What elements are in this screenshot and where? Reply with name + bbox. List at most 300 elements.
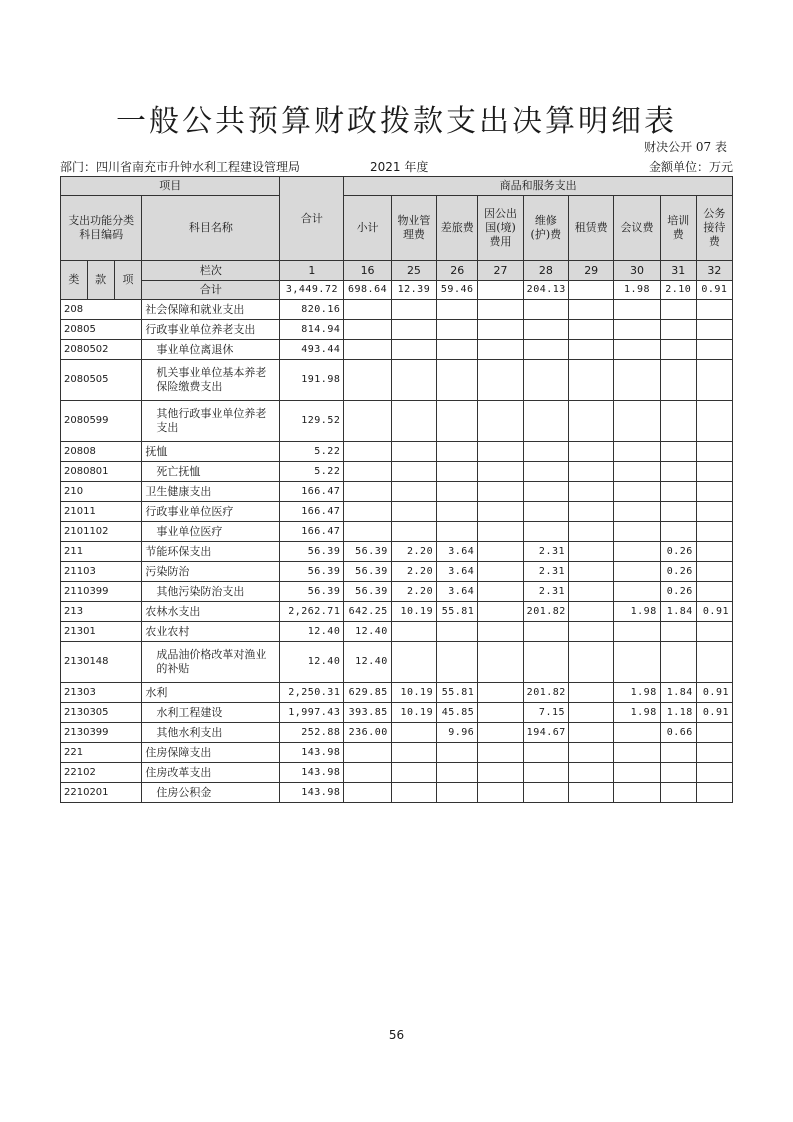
col-index: 25	[391, 261, 436, 281]
row-amount-cell	[437, 522, 478, 542]
row-amount-cell: 56.39	[280, 542, 344, 562]
row-subject-name: 社会保障和就业支出	[142, 300, 280, 320]
header-col-training: 培训费	[660, 196, 696, 261]
row-code: 21011	[61, 502, 142, 522]
row-amount-cell: 820.16	[280, 300, 344, 320]
row-amount-cell: 0.91	[696, 602, 732, 622]
row-code: 20805	[61, 320, 142, 340]
row-amount-cell: 0.26	[660, 562, 696, 582]
row-amount-cell: 1.98	[614, 602, 660, 622]
row-amount-cell	[437, 442, 478, 462]
row-amount-cell: 55.81	[437, 602, 478, 622]
row-amount-cell: 236.00	[344, 723, 391, 743]
table-row	[61, 622, 733, 642]
row-amount-cell	[696, 482, 732, 502]
row-amount-cell: 12.40	[280, 622, 344, 642]
row-amount-cell	[614, 360, 660, 401]
row-amount-cell	[523, 642, 568, 683]
row-amount-cell: 56.39	[344, 562, 391, 582]
row-amount-cell	[614, 320, 660, 340]
row-amount-cell	[523, 482, 568, 502]
table-row	[61, 763, 733, 783]
row-amount-cell	[696, 462, 732, 482]
row-amount-cell	[391, 462, 436, 482]
row-amount-cell	[344, 783, 391, 803]
row-amount-cell	[660, 401, 696, 442]
row-subject-name: 行政事业单位医疗	[142, 502, 280, 522]
row-amount-cell	[696, 582, 732, 602]
row-code: 21303	[61, 683, 142, 703]
expenditure-table	[60, 176, 733, 803]
row-amount-cell	[523, 763, 568, 783]
row-code: 2110399	[61, 582, 142, 602]
row-amount-cell	[478, 522, 523, 542]
row-amount-cell: 56.39	[280, 582, 344, 602]
header-total: 合计	[280, 177, 344, 261]
row-amount-cell	[660, 502, 696, 522]
row-amount-cell	[437, 462, 478, 482]
row-amount-cell: 2.31	[523, 542, 568, 562]
col-index: 26	[437, 261, 478, 281]
row-amount-cell	[478, 582, 523, 602]
row-subject-name: 行政事业单位养老支出	[142, 320, 280, 340]
row-amount-cell	[569, 320, 614, 340]
row-subject-name: 事业单位医疗	[142, 522, 280, 542]
table-row	[61, 482, 733, 502]
row-amount-cell	[660, 482, 696, 502]
row-amount-cell	[660, 320, 696, 340]
table-row	[61, 783, 733, 803]
row-amount-cell	[391, 642, 436, 683]
row-subject-name: 住房改革支出	[142, 763, 280, 783]
row-amount-cell	[478, 622, 523, 642]
row-amount-cell: 12.40	[344, 622, 391, 642]
row-amount-cell: 3.64	[437, 582, 478, 602]
row-amount-cell	[614, 462, 660, 482]
table-row	[61, 462, 733, 482]
row-code: 2080599	[61, 401, 142, 442]
row-amount-cell	[391, 401, 436, 442]
header-col-overseas: 因公出国(境)费用	[478, 196, 523, 261]
row-amount-cell	[696, 360, 732, 401]
row-amount-cell	[660, 300, 696, 320]
row-amount-cell: 194.67	[523, 723, 568, 743]
row-amount-cell	[344, 462, 391, 482]
row-amount-cell: 143.98	[280, 783, 344, 803]
total-cell: 0.91	[696, 281, 732, 300]
row-amount-cell	[614, 582, 660, 602]
row-amount-cell	[478, 642, 523, 683]
row-amount-cell: 642.25	[344, 602, 391, 622]
row-amount-cell: 1.18	[660, 703, 696, 723]
row-amount-cell	[391, 763, 436, 783]
row-amount-cell: 2.20	[391, 542, 436, 562]
row-code: 211	[61, 542, 142, 562]
table-row	[61, 542, 733, 562]
header-project: 项目	[61, 177, 280, 196]
row-amount-cell	[437, 482, 478, 502]
row-code: 208	[61, 300, 142, 320]
row-subject-name: 节能环保支出	[142, 542, 280, 562]
row-amount-cell	[391, 320, 436, 340]
row-amount-cell	[478, 482, 523, 502]
row-amount-cell	[696, 522, 732, 542]
row-amount-cell	[569, 300, 614, 320]
row-amount-cell	[569, 622, 614, 642]
row-amount-cell	[614, 522, 660, 542]
row-amount-cell	[391, 502, 436, 522]
row-amount-cell	[569, 703, 614, 723]
row-amount-cell	[523, 320, 568, 340]
row-amount-cell: 2,250.31	[280, 683, 344, 703]
row-amount-cell	[569, 763, 614, 783]
table-row	[61, 562, 733, 582]
row-amount-cell	[478, 502, 523, 522]
row-amount-cell	[344, 763, 391, 783]
row-amount-cell: 12.40	[280, 642, 344, 683]
total-cell: 1.98	[614, 281, 660, 300]
row-code: 21103	[61, 562, 142, 582]
col-index: 16	[344, 261, 391, 281]
total-cell: 3,449.72	[280, 281, 344, 300]
row-code: 213	[61, 602, 142, 622]
row-amount-cell	[660, 462, 696, 482]
row-amount-cell	[437, 320, 478, 340]
row-amount-cell	[478, 401, 523, 442]
row-amount-cell	[437, 622, 478, 642]
row-amount-cell	[391, 300, 436, 320]
table-row	[61, 683, 733, 703]
row-amount-cell	[391, 743, 436, 763]
row-amount-cell: 143.98	[280, 763, 344, 783]
row-amount-cell	[437, 642, 478, 683]
row-amount-cell	[391, 442, 436, 462]
row-amount-cell	[391, 723, 436, 743]
report-title: 一般公共预算财政拨款支出决算明细表	[116, 104, 677, 139]
col-index: 31	[660, 261, 696, 281]
row-amount-cell	[344, 401, 391, 442]
row-amount-cell: 2.20	[391, 562, 436, 582]
row-amount-cell: 1.98	[614, 703, 660, 723]
col-index: 30	[614, 261, 660, 281]
row-code: 2130305	[61, 703, 142, 723]
row-amount-cell	[523, 462, 568, 482]
col-index: 27	[478, 261, 523, 281]
row-amount-cell	[696, 340, 732, 360]
table-row	[61, 442, 733, 462]
row-amount-cell	[523, 783, 568, 803]
row-amount-cell	[569, 582, 614, 602]
row-code: 2130148	[61, 642, 142, 683]
row-code: 2130399	[61, 723, 142, 743]
row-amount-cell	[569, 340, 614, 360]
row-amount-cell: 10.19	[391, 703, 436, 723]
row-code: 22102	[61, 763, 142, 783]
row-amount-cell	[344, 320, 391, 340]
row-amount-cell: 1.98	[614, 683, 660, 703]
row-subject-name: 其他水利支出	[142, 723, 280, 743]
amount-unit: 金额单位：万元	[648, 160, 733, 174]
row-amount-cell	[569, 723, 614, 743]
row-subject-name: 农林水支出	[142, 602, 280, 622]
row-amount-cell: 201.82	[523, 683, 568, 703]
row-code: 210	[61, 482, 142, 502]
header-row-index-label: 栏次	[142, 261, 280, 281]
row-amount-cell	[614, 340, 660, 360]
form-number: 财决公开 07 表	[644, 140, 727, 154]
table-row	[61, 743, 733, 763]
row-amount-cell	[696, 320, 732, 340]
row-amount-cell	[614, 442, 660, 462]
row-amount-cell	[478, 743, 523, 763]
row-amount-cell: 166.47	[280, 522, 344, 542]
row-amount-cell	[614, 542, 660, 562]
row-amount-cell: 12.40	[344, 642, 391, 683]
row-code: 21301	[61, 622, 142, 642]
row-amount-cell: 393.85	[344, 703, 391, 723]
row-amount-cell	[523, 622, 568, 642]
row-subject-name: 成品油价格改革对渔业的补贴	[142, 642, 280, 683]
table-row	[61, 723, 733, 743]
row-amount-cell	[614, 723, 660, 743]
row-amount-cell	[614, 622, 660, 642]
row-amount-cell	[437, 300, 478, 320]
row-amount-cell	[344, 522, 391, 542]
row-amount-cell: 56.39	[280, 562, 344, 582]
row-amount-cell	[523, 340, 568, 360]
row-amount-cell	[660, 622, 696, 642]
row-amount-cell	[478, 442, 523, 462]
total-cell: 59.46	[437, 281, 478, 300]
row-amount-cell	[478, 562, 523, 582]
total-cell	[569, 281, 614, 300]
row-amount-cell	[614, 642, 660, 683]
row-amount-cell	[478, 340, 523, 360]
row-amount-cell	[478, 703, 523, 723]
header-col-reception: 公务接待费	[696, 196, 732, 261]
header-col-property-mgmt: 物业管理费	[391, 196, 436, 261]
row-amount-cell	[569, 462, 614, 482]
row-amount-cell: 9.96	[437, 723, 478, 743]
row-amount-cell	[696, 763, 732, 783]
row-subject-name: 住房公积金	[142, 783, 280, 803]
row-subject-name: 水利	[142, 683, 280, 703]
row-amount-cell	[437, 360, 478, 401]
row-amount-cell: 10.19	[391, 683, 436, 703]
header-lei: 类	[61, 261, 88, 300]
row-subject-name: 农业农村	[142, 622, 280, 642]
row-amount-cell	[569, 360, 614, 401]
header-category-code: 支出功能分类科目编码	[61, 196, 142, 261]
row-amount-cell: 1,997.43	[280, 703, 344, 723]
row-amount-cell: 1.84	[660, 602, 696, 622]
row-amount-cell	[523, 442, 568, 462]
row-amount-cell	[523, 300, 568, 320]
row-amount-cell	[523, 360, 568, 401]
table-row	[61, 300, 733, 320]
total-cell: 2.10	[660, 281, 696, 300]
table-body	[61, 300, 733, 803]
row-amount-cell: 55.81	[437, 683, 478, 703]
table-row	[61, 602, 733, 622]
row-amount-cell	[523, 743, 568, 763]
row-amount-cell	[614, 562, 660, 582]
row-amount-cell	[614, 482, 660, 502]
header-kuan: 款	[87, 261, 114, 300]
row-amount-cell	[391, 340, 436, 360]
header-col-travel: 差旅费	[437, 196, 478, 261]
table-row	[61, 582, 733, 602]
total-cell	[478, 281, 523, 300]
row-amount-cell	[478, 320, 523, 340]
row-amount-cell	[391, 783, 436, 803]
row-amount-cell	[696, 442, 732, 462]
row-amount-cell: 45.85	[437, 703, 478, 723]
table-row	[61, 703, 733, 723]
row-amount-cell: 56.39	[344, 582, 391, 602]
row-amount-cell: 629.85	[344, 683, 391, 703]
row-amount-cell	[569, 502, 614, 522]
row-amount-cell	[660, 783, 696, 803]
row-amount-cell	[614, 401, 660, 442]
row-amount-cell	[437, 743, 478, 763]
row-code: 20808	[61, 442, 142, 462]
row-amount-cell	[614, 743, 660, 763]
table-row	[61, 401, 733, 442]
header-col-meeting: 会议费	[614, 196, 660, 261]
row-amount-cell	[437, 502, 478, 522]
table-row	[61, 320, 733, 340]
row-amount-cell	[696, 783, 732, 803]
row-amount-cell	[614, 763, 660, 783]
row-subject-name: 机关事业单位基本养老保险缴费支出	[142, 360, 280, 401]
row-amount-cell	[660, 340, 696, 360]
row-subject-name: 其他污染防治支出	[142, 582, 280, 602]
row-amount-cell: 0.26	[660, 542, 696, 562]
row-amount-cell	[478, 763, 523, 783]
header-subject-name: 科目名称	[142, 196, 280, 261]
header-col-maintenance: 维修(护)费	[523, 196, 568, 261]
row-subject-name: 水利工程建设	[142, 703, 280, 723]
row-amount-cell: 166.47	[280, 502, 344, 522]
row-amount-cell	[344, 300, 391, 320]
col-index: 32	[696, 261, 732, 281]
row-subject-name: 其他行政事业单位养老支出	[142, 401, 280, 442]
total-cell: 12.39	[391, 281, 436, 300]
row-amount-cell	[569, 482, 614, 502]
row-amount-cell	[696, 723, 732, 743]
row-subject-name: 住房保障支出	[142, 743, 280, 763]
page-number: 56	[388, 1028, 405, 1042]
row-amount-cell	[391, 482, 436, 502]
row-amount-cell: 10.19	[391, 602, 436, 622]
row-amount-cell: 2.31	[523, 562, 568, 582]
row-amount-cell	[569, 562, 614, 582]
row-amount-cell	[478, 462, 523, 482]
table-row	[61, 522, 733, 542]
header-col-rental: 租赁费	[569, 196, 614, 261]
header-goods-services: 商品和服务支出	[344, 177, 733, 196]
row-amount-cell	[478, 683, 523, 703]
row-amount-cell	[660, 763, 696, 783]
col-index: 29	[569, 261, 614, 281]
row-amount-cell	[344, 743, 391, 763]
row-amount-cell	[696, 542, 732, 562]
row-amount-cell	[437, 783, 478, 803]
row-amount-cell	[660, 442, 696, 462]
row-amount-cell	[569, 542, 614, 562]
table-row	[61, 502, 733, 522]
row-subject-name: 事业单位离退休	[142, 340, 280, 360]
row-amount-cell: 3.64	[437, 562, 478, 582]
row-amount-cell	[478, 300, 523, 320]
row-amount-cell: 0.91	[696, 703, 732, 723]
row-amount-cell	[660, 522, 696, 542]
row-amount-cell	[391, 360, 436, 401]
row-amount-cell	[437, 340, 478, 360]
row-amount-cell: 5.22	[280, 442, 344, 462]
row-amount-cell	[696, 300, 732, 320]
row-amount-cell	[391, 522, 436, 542]
row-amount-cell: 2.31	[523, 582, 568, 602]
row-code: 2101102	[61, 522, 142, 542]
row-amount-cell	[569, 442, 614, 462]
row-amount-cell	[660, 360, 696, 401]
row-amount-cell	[344, 360, 391, 401]
row-amount-cell	[478, 542, 523, 562]
row-amount-cell	[614, 300, 660, 320]
row-amount-cell	[344, 482, 391, 502]
col-index: 1	[280, 261, 344, 281]
row-amount-cell	[523, 401, 568, 442]
row-amount-cell: 1.84	[660, 683, 696, 703]
header-xiang: 项	[114, 261, 142, 300]
row-amount-cell	[569, 642, 614, 683]
row-amount-cell: 129.52	[280, 401, 344, 442]
table-row	[61, 642, 733, 683]
row-subject-name: 死亡抚恤	[142, 462, 280, 482]
row-amount-cell	[478, 723, 523, 743]
row-amount-cell	[391, 622, 436, 642]
row-amount-cell	[696, 401, 732, 442]
row-amount-cell	[696, 502, 732, 522]
row-subject-name: 污染防治	[142, 562, 280, 582]
row-amount-cell	[660, 743, 696, 763]
row-amount-cell	[569, 602, 614, 622]
row-amount-cell: 2,262.71	[280, 602, 344, 622]
row-code: 2080502	[61, 340, 142, 360]
row-amount-cell	[437, 763, 478, 783]
row-amount-cell	[696, 642, 732, 683]
fiscal-year: 2021 年度	[370, 160, 429, 174]
row-amount-cell: 3.64	[437, 542, 478, 562]
row-amount-cell	[478, 783, 523, 803]
row-amount-cell	[523, 522, 568, 542]
total-cell: 698.64	[344, 281, 391, 300]
row-amount-cell	[614, 783, 660, 803]
row-amount-cell: 143.98	[280, 743, 344, 763]
col-index: 28	[523, 261, 568, 281]
department-label: 部门：四川省南充市升钟水利工程建设管理局	[60, 160, 301, 174]
total-row-label: 合计	[142, 281, 280, 300]
row-amount-cell	[660, 642, 696, 683]
row-amount-cell	[696, 622, 732, 642]
row-amount-cell: 493.44	[280, 340, 344, 360]
row-amount-cell: 201.82	[523, 602, 568, 622]
row-amount-cell: 2.20	[391, 582, 436, 602]
row-code: 2080801	[61, 462, 142, 482]
row-amount-cell	[344, 442, 391, 462]
